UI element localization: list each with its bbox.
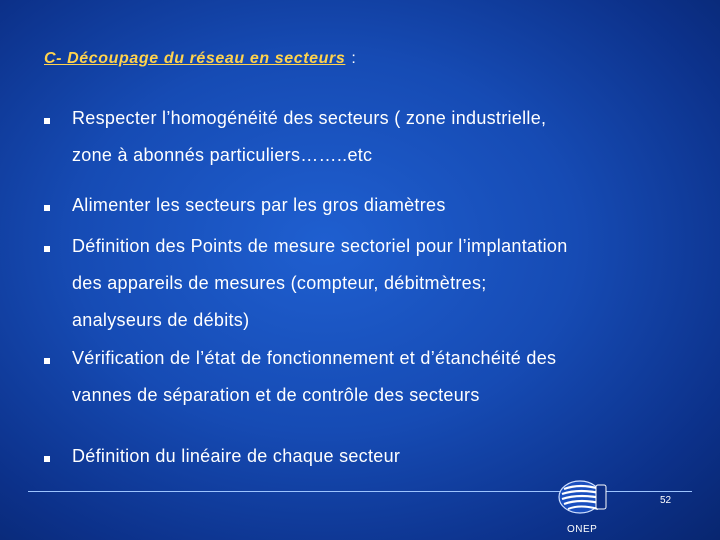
slide-title-text: C- Découpage du réseau en secteurs — [44, 50, 346, 67]
bullet-line: Vérification de l’état de fonctionnement et d’étanchéité des — [72, 348, 557, 368]
page-number: 52 — [660, 495, 672, 506]
bullet-marker — [44, 358, 50, 364]
slide-title — [44, 50, 356, 68]
bullet-marker — [44, 205, 50, 211]
bullet-text — [72, 100, 692, 174]
bullet-text — [72, 340, 692, 414]
bullet-marker — [44, 456, 50, 462]
slide-title-colon: : — [351, 50, 357, 67]
bullet-text — [72, 228, 692, 339]
bullet-line: des appareils de mesures (compteur, débitmètres; — [72, 273, 487, 293]
bullet-line: Définition du linéaire de chaque secteur — [72, 446, 401, 466]
bullet-line: Respecter l’homogénéité des secteurs ( zone industrielle, — [72, 108, 547, 128]
bullet-line: zone à abonnés particuliers……..etc — [72, 145, 373, 165]
onep-logo-icon — [556, 479, 612, 515]
bullet-marker — [44, 246, 50, 252]
bullet-line: analyseurs de débits) — [72, 310, 250, 330]
bullet-line: Alimenter les secteurs par les gros diamètres — [72, 195, 446, 215]
logo-label: ONEP — [567, 524, 598, 535]
bullet-text — [72, 187, 692, 224]
bullet-text — [72, 438, 692, 475]
bullet-line: vannes de séparation et de contrôle des secteurs — [72, 385, 480, 405]
bullet-marker — [44, 118, 50, 124]
bullet-line: Définition des Points de mesure sectoriel pour l’implantation — [72, 236, 568, 256]
